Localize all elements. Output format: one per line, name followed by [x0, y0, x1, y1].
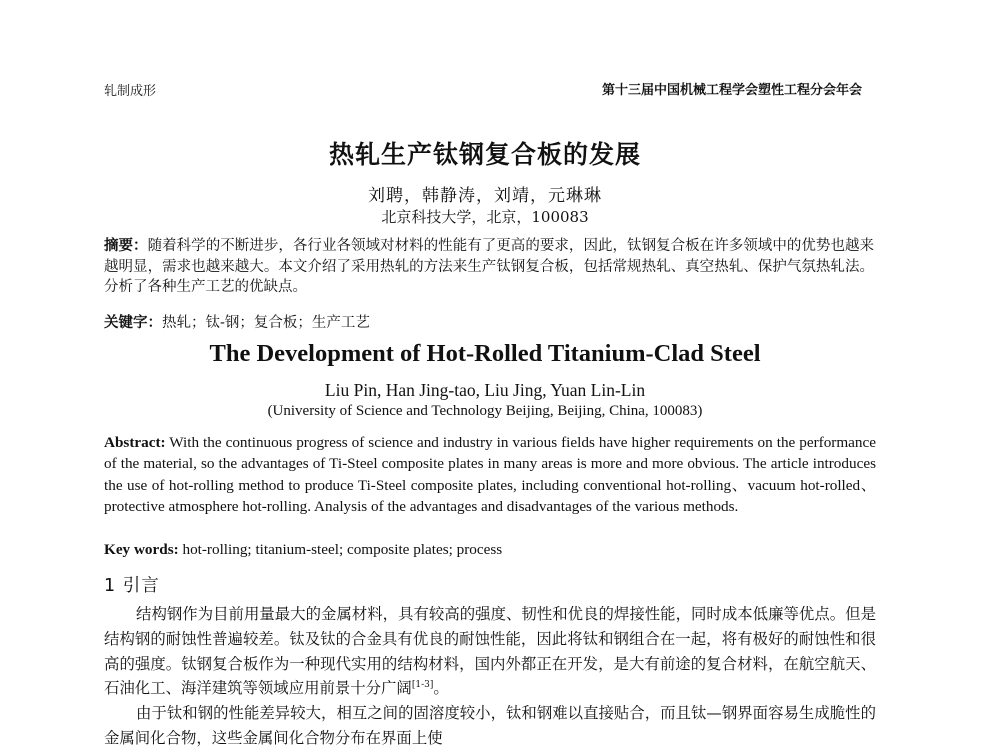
chinese-keywords	[104, 313, 874, 333]
citation-1-3: [1-3]	[411, 680, 434, 691]
english-affiliation: (University of Science and Technology Beijing, Beijing, China, 100083)	[267, 403, 703, 419]
english-abstract	[104, 432, 876, 517]
chinese-keywords-text: 热轧；钛-钢；复合板；生产工艺	[162, 315, 370, 331]
running-header-right: 第十三届中国机械工程学会塑性工程分会年会	[601, 83, 862, 98]
english-keywords	[104, 540, 876, 560]
english-keywords-label: Key words:	[104, 541, 179, 558]
section-heading-introduction: 1 引言	[104, 576, 160, 596]
english-authors: Liu Pin, Han Jing-tao, Liu Jing, Yuan Lin-Lin	[324, 380, 646, 400]
introduction-paragraph-1	[104, 602, 876, 701]
paragraph-1-end: 。	[433, 679, 449, 698]
chinese-affiliation: 北京科技大学，北京，100083	[381, 208, 589, 226]
introduction-body	[104, 602, 876, 751]
chinese-title: 热轧生产钛钢复合板的发展	[328, 140, 641, 169]
chinese-authors: 刘聘，韩静涛，刘靖，元琳琳	[368, 186, 602, 206]
paragraph-2-text: 由于钛和钢的性能差异较大，相互之间的固溶度较小，钛和钢难以直接贴合，而且钛—钢界面容易生成脆性的金属间化合物，这些金属间化合物分布在界面上使	[104, 704, 876, 747]
english-abstract-text: With the continuous progress of science and industry in various fields have higher requirements on the performance of the material, so the advantages of Ti-Steel composite plates in many areas is more and more obvious. The article introduces the use of hot-rolling method to produce Ti-Steel composite plates, including conventional hot-rolling、vacuum hot-rolled、protective atmosphere hot-rolling. Analysis of the advantages and disadvantages of the various methods.	[104, 434, 876, 515]
english-title: The Development of Hot-Rolled Titanium-Clad Steel	[209, 340, 761, 367]
chinese-abstract	[104, 236, 874, 298]
paragraph-1-text: 结构钢作为目前用量最大的金属材料，具有较高的强度、韧性和优良的焊接性能，同时成本低廉等优点。但是结构钢的耐蚀性普遍较差。钛及钛的合金具有优良的耐蚀性能，因此将钛和钢组合在一起，将有极好的耐蚀性和很高的强度。钛钢复合板作为一种现代实用的结构材料，国内外都正在开发，是大有前途的复合材料，在航空航天、石油化工、海洋建筑等领域应用前景十分广阔	[104, 605, 876, 698]
english-keywords-text: hot-rolling; titanium-steel; composite plates; process	[182, 541, 503, 558]
running-header-left: 轧制成形	[104, 84, 157, 99]
chinese-keywords-label: 关键字：	[104, 315, 162, 331]
chinese-abstract-text: 随着科学的不断进步，各行业各领域对材料的性能有了更高的要求，因此，钛钢复合板在许多领域中的优势也越来越明显，需求也越来越大。本文介绍了采用热轧的方法来生产钛钢复合板，包括常规热轧、真空热轧、保护气氛热轧法。分析了各种生产工艺的优缺点。	[104, 238, 875, 295]
english-abstract-label: Abstract:	[104, 434, 166, 451]
introduction-paragraph-2	[104, 701, 876, 751]
chinese-abstract-label: 摘要：	[104, 238, 148, 254]
